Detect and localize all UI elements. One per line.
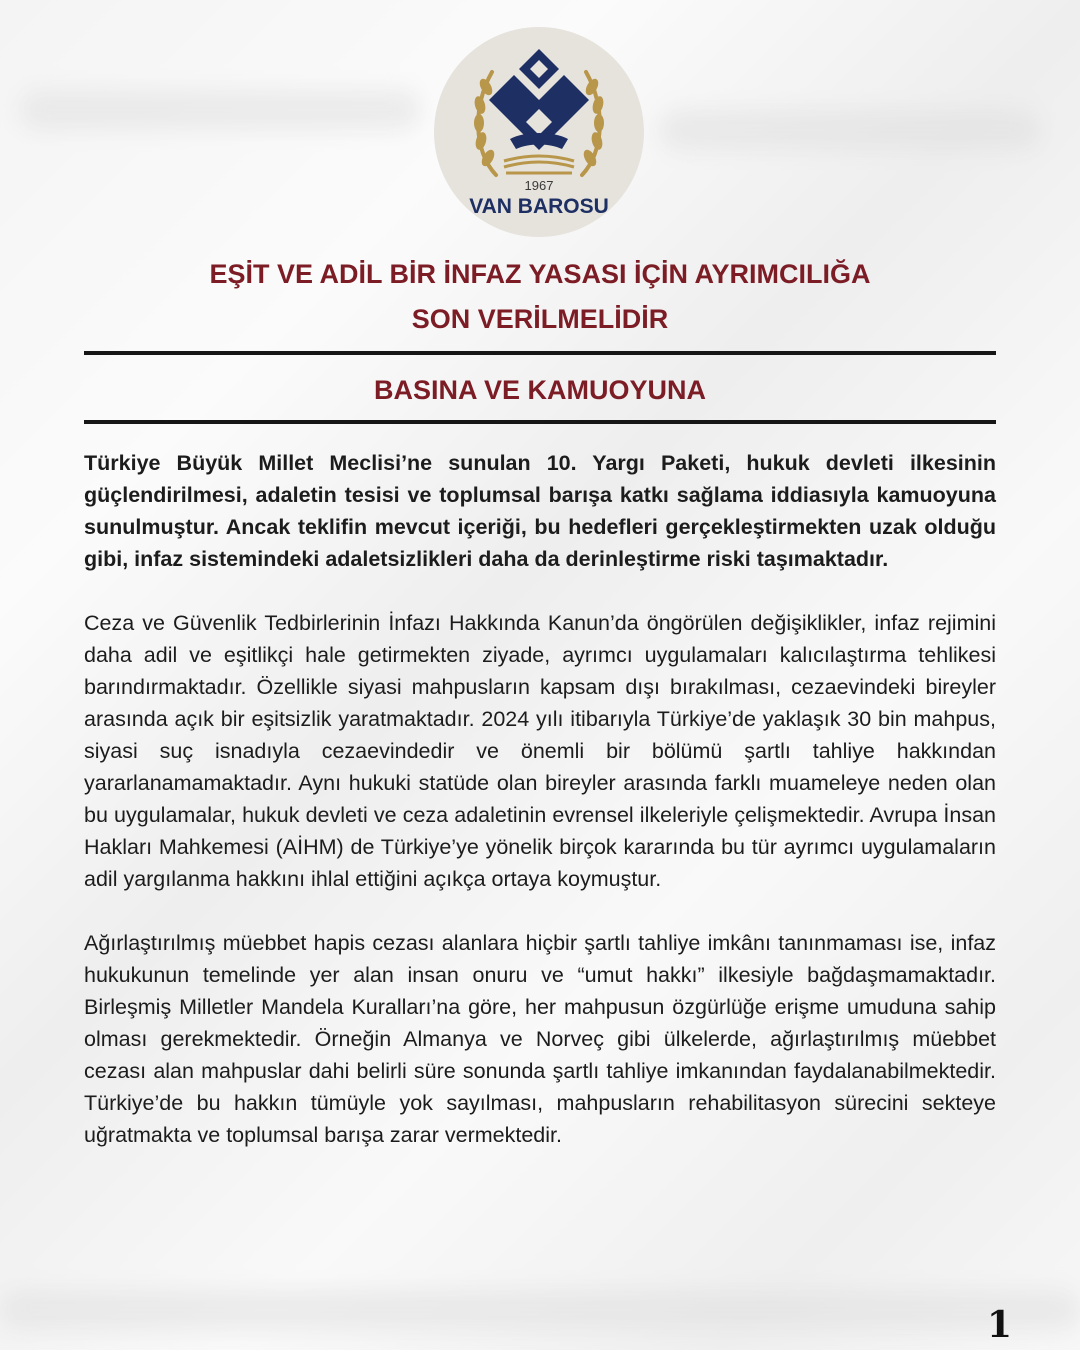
subtitle: BASINA VE KAMUOYUNA [373, 375, 706, 405]
page-title [84, 252, 996, 342]
divider-bottom [84, 420, 996, 424]
van-barosu-logo [434, 27, 644, 237]
paragraph: Ağırlaştırılmış müebbet hapis cezası alanlara hiçbir şartlı tahliye imkânı tanınmaması ise, infaz hukukunun temelinde yer alan insan onuru ve “umut hakkı” ilkesiyle bağdaşmamaktadır. Birleşmiş Milletler Mandela Kuralları’na göre, her mahpusun özgürlüğe erişme umuduna sahip olması gerekmektedir. Örneğin Almanya ve Norveç gibi ülkelerde, ağırlaştırılmış müebbet cezası alan mahpuslar dahi belirli süre sonunda şartlı tahliye imkanından faydalanabilmektedir. Türkiye’de bu hakkın tümüyle yok sayılması, mahpusların rehabilitasyon sürecini sekteye uğratmakta ve toplumsal barışa zarar vermektedir. [84, 931, 996, 1147]
paragraph: Ceza ve Güvenlik Tedbirlerinin İnfazı Hakkında Kanun’da öngörülen değişiklikler, infaz rejimini daha adil ve eşitlikçi hale getirmekten ziyade, ayrımcı uygulamaları kalıcılaştırma tehlikesi barındırmaktadır. Özellikle siyasi mahpusların kapsam dışı bırakılması, cezaevindeki bireyler arasında açık bir eşitsizlik yaratmaktadır. 2024 yılı itibarıyla Türkiye’de yaklaşık 30 bin mahpus, siyasi suç isnadıyla cezaevindedir ve önemli bir bölümü şartlı tahliye hakkından yararlanamamaktadır. Aynı hukuki statüde olan bireyler arasında farklı muameleye neden olan bu uygulamalar, hukuk devleti ve ceza adaletinin evrensel ilkeleriyle çelişmektedir. Avrupa İnsan Hakları Mahkemesi (AİHM) de Türkiye’ye yönelik birçok kararında bu tür ayrımcı uygulamaların adil yargılanma hakkını ihlal ettiğini açıkça ortaya koymuştur. [84, 611, 996, 891]
divider-top [84, 351, 996, 355]
logo-emblem [434, 27, 644, 237]
title-line-2: SON VERİLMELİDİR [411, 304, 669, 334]
title-line-1: EŞİT VE ADİL BİR İNFAZ YASASI İÇİN AYRIMCILIĞA [209, 259, 871, 289]
statement-body [84, 447, 996, 1183]
lead-paragraph: Türkiye Büyük Millet Meclisi’ne sunulan 10. Yargı Paketi, hukuk devleti ilkesinin güçlendirilmesi, adaletin tesisi ve toplumsal barışa katkı sağlama iddiasıyla kamuoyuna sunulmuştur. Ancak teklifin mevcut içeriği, bu hedefleri gerçekleştirmekten uzak olduğu gibi, infaz sistemindeki adaletsizlikleri daha da derinleştirme riski taşımaktadır. [84, 451, 996, 571]
logo-year: 1967 [524, 178, 554, 193]
logo-name: VAN BAROSU [469, 195, 609, 218]
page-number: 1 [986, 1304, 1012, 1346]
